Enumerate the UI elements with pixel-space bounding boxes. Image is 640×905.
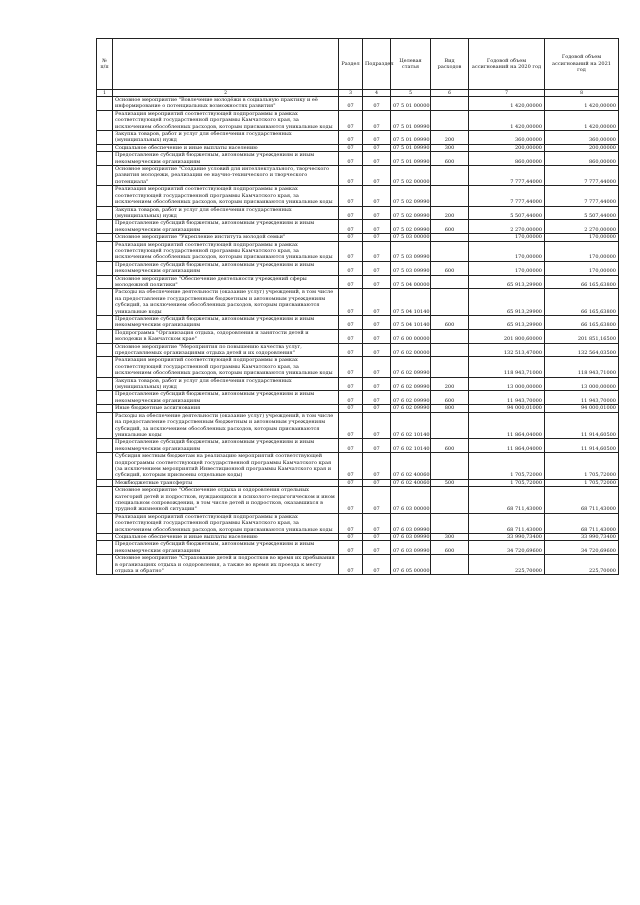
row-description: Основное мероприятие "Мероприятия по повышению качества услуг, предоставляемых организациями отдыха детей и их оздоровления"	[113, 343, 339, 357]
table-row	[97, 412, 619, 439]
row-number	[97, 357, 113, 377]
table-row	[97, 316, 619, 330]
podrazdel-cell: 07	[363, 329, 391, 343]
amount-2021-cell: 7 777,44000	[545, 166, 619, 186]
target-article-cell: 07 5 02 09990	[391, 220, 431, 234]
amount-2021-cell: 201 851,16500	[545, 329, 619, 343]
col-number: 2	[113, 90, 339, 97]
table-row	[97, 555, 619, 575]
row-description: Предоставление субсидий бюджетным, автономным учреждениям и иным некоммерческим организациям	[113, 220, 339, 234]
amount-2021-cell: 170,00000	[545, 234, 619, 241]
row-description: Предоставление субсидий бюджетным, автономным учреждениям и иным некоммерческим организациям	[113, 152, 339, 166]
row-number	[97, 412, 113, 439]
table-row	[97, 289, 619, 316]
podrazdel-cell: 07	[363, 234, 391, 241]
row-number	[97, 241, 113, 261]
razdel-cell: 07	[339, 453, 363, 480]
amount-2021-cell: 1 420,00000	[545, 97, 619, 111]
row-number	[97, 541, 113, 555]
row-description: Основное мероприятие "Вовлечение молодёжи в социальную практику и её информирование о потенциальных возможностях развития"	[113, 97, 339, 111]
podrazdel-cell: 07	[363, 97, 391, 111]
expense-type-cell	[431, 97, 469, 111]
expense-type-cell: 600	[431, 391, 469, 405]
header-2020: Годовой объем ассигнований на 2020 год	[469, 39, 545, 90]
header-num: № п/п	[97, 39, 113, 90]
amount-2020-cell: 118 943,71000	[469, 357, 545, 377]
razdel-cell: 07	[339, 329, 363, 343]
razdel-cell: 07	[339, 357, 363, 377]
col-number: 1	[97, 90, 113, 97]
podrazdel-cell: 07	[363, 487, 391, 514]
podrazdel-cell: 07	[363, 439, 391, 453]
target-article-cell: 07 6 02 09990	[391, 391, 431, 405]
target-article-cell: 07 6 02 09990	[391, 405, 431, 412]
razdel-cell: 07	[339, 234, 363, 241]
amount-2021-cell: 68 711,43000	[545, 487, 619, 514]
row-number	[97, 534, 113, 541]
target-article-cell: 07 6 03 09990	[391, 541, 431, 555]
target-article-cell: 07 6 03 09990	[391, 513, 431, 533]
amount-2020-cell: 860,00000	[469, 152, 545, 166]
row-number	[97, 234, 113, 241]
podrazdel-cell: 07	[363, 289, 391, 316]
row-description: Реализация мероприятий соответствующей подпрограммы в рамках соответствующей государственной программы Камчатского края, за исключением обособленных расходов, которым присваиваются уникальные коды	[113, 513, 339, 533]
row-description: Основное мероприятие "Укрепление института молодой семьи"	[113, 234, 339, 241]
row-number	[97, 97, 113, 111]
amount-2020-cell: 1 705,72000	[469, 453, 545, 480]
row-description: Закупка товаров, работ и услуг для обеспечения государственных (муниципальных) нужд	[113, 377, 339, 391]
amount-2020-cell: 11 864,04000	[469, 439, 545, 453]
podrazdel-cell: 07	[363, 152, 391, 166]
row-number	[97, 343, 113, 357]
amount-2020-cell: 68 711,43000	[469, 513, 545, 533]
expense-type-cell: 200	[431, 131, 469, 145]
row-description: Закупка товаров, работ и услуг для обеспечения государственных (муниципальных) нужд	[113, 131, 339, 145]
amount-2021-cell: 118 943,71000	[545, 357, 619, 377]
row-number	[97, 261, 113, 275]
amount-2020-cell: 7 777,44000	[469, 186, 545, 206]
table-row	[97, 343, 619, 357]
podrazdel-cell: 07	[363, 343, 391, 357]
row-number	[97, 186, 113, 206]
table-row	[97, 357, 619, 377]
row-description: Основное мероприятие "Обеспечение отдыха и оздоровления отдельных категорий детей и подростков, нуждающихся в психолого-педагогическом и ином специальном сопровождении, в том числе детей и подростков, оказавшихся в трудной жизненной ситуации"	[113, 487, 339, 514]
amount-2021-cell: 34 720,69600	[545, 541, 619, 555]
expense-type-cell	[431, 289, 469, 316]
amount-2021-cell: 11 943,70000	[545, 391, 619, 405]
header-vr: Вид расходов	[431, 39, 469, 90]
amount-2021-cell: 94 000,01000	[545, 405, 619, 412]
row-description: Основное мероприятие "Обеспечение деятельности учреждений сферы молодежной политики"	[113, 275, 339, 289]
amount-2021-cell: 170,00000	[545, 261, 619, 275]
table-row	[97, 275, 619, 289]
podrazdel-cell: 07	[363, 261, 391, 275]
amount-2021-cell: 66 165,63800	[545, 275, 619, 289]
row-number	[97, 275, 113, 289]
amount-2021-cell: 132 564,03500	[545, 343, 619, 357]
amount-2020-cell: 170,00000	[469, 261, 545, 275]
amount-2021-cell: 1 705,72000	[545, 479, 619, 486]
target-article-cell: 07 5 03 09990	[391, 241, 431, 261]
podrazdel-cell: 07	[363, 275, 391, 289]
expense-type-cell	[431, 275, 469, 289]
target-article-cell: 07 5 04 00000	[391, 275, 431, 289]
table-row	[97, 152, 619, 166]
expense-type-cell	[431, 453, 469, 480]
row-number	[97, 391, 113, 405]
razdel-cell: 07	[339, 289, 363, 316]
podrazdel-cell: 07	[363, 186, 391, 206]
amount-2020-cell: 1 420,00000	[469, 97, 545, 111]
row-description: Основное мероприятие "Страхование детей и подростков во время их пребывания в организациях отдыха и оздоровления, а также во время их проезда к месту отдыха и обратно"	[113, 555, 339, 575]
row-description: Закупка товаров, работ и услуг для обеспечения государственных (муниципальных) нужд	[113, 206, 339, 220]
row-number	[97, 479, 113, 486]
row-description: Межбюджетные трансферты	[113, 479, 339, 486]
razdel-cell: 07	[339, 316, 363, 330]
table-row	[97, 206, 619, 220]
podrazdel-cell: 07	[363, 391, 391, 405]
podrazdel-cell: 07	[363, 220, 391, 234]
table-row	[97, 329, 619, 343]
row-description: Предоставление субсидий бюджетным, автономным учреждениям и иным некоммерческим организациям	[113, 316, 339, 330]
row-description: Расходы на обеспечение деятельности (оказание услуг) учреждений, в том числе на предоставление государственным бюджетным и автономным учреждениям субсидий, за исключением обособленных расходов, которым присваиваются уникальные коды	[113, 289, 339, 316]
row-number	[97, 453, 113, 480]
col-number: 7	[469, 90, 545, 97]
row-number	[97, 144, 113, 151]
row-number	[97, 329, 113, 343]
row-description: Предоставление субсидий бюджетным, автономным учреждениям и иным некоммерческим организациям	[113, 261, 339, 275]
razdel-cell: 07	[339, 391, 363, 405]
amount-2020-cell: 68 711,43000	[469, 487, 545, 514]
podrazdel-cell: 07	[363, 144, 391, 151]
podrazdel-cell: 07	[363, 534, 391, 541]
table-row	[97, 513, 619, 533]
razdel-cell: 07	[339, 275, 363, 289]
expense-type-cell: 500	[431, 479, 469, 486]
expense-type-cell	[431, 329, 469, 343]
amount-2021-cell: 11 914,60500	[545, 439, 619, 453]
target-article-cell: 07 5 02 00000	[391, 166, 431, 186]
table-row	[97, 166, 619, 186]
amount-2020-cell: 2 270,00000	[469, 220, 545, 234]
table-header-row	[97, 39, 619, 90]
column-number-row	[97, 90, 619, 97]
expense-type-cell	[431, 357, 469, 377]
table-row	[97, 144, 619, 151]
table-row	[97, 479, 619, 486]
expense-type-cell: 600	[431, 152, 469, 166]
expense-type-cell: 300	[431, 534, 469, 541]
col-number: 5	[391, 90, 431, 97]
header-razdel: Раздел	[339, 39, 363, 90]
target-article-cell: 07 6 03 00000	[391, 487, 431, 514]
razdel-cell: 07	[339, 261, 363, 275]
amount-2020-cell: 33 990,73400	[469, 534, 545, 541]
razdel-cell: 07	[339, 206, 363, 220]
expense-type-cell: 600	[431, 541, 469, 555]
podrazdel-cell: 07	[363, 405, 391, 412]
table-row	[97, 487, 619, 514]
table-row	[97, 439, 619, 453]
razdel-cell: 07	[339, 479, 363, 486]
row-number	[97, 166, 113, 186]
razdel-cell: 07	[339, 220, 363, 234]
amount-2020-cell: 11 943,70000	[469, 391, 545, 405]
row-description: Предоставление субсидий бюджетным, автономным учреждениям и иным некоммерческим организациям	[113, 439, 339, 453]
expense-type-cell	[431, 412, 469, 439]
row-number	[97, 377, 113, 391]
row-description: Реализация мероприятий соответствующей подпрограммы в рамках соответствующей государственной программы Камчатского края, за исключением обособленных расходов, которым присваиваются уникальные коды	[113, 186, 339, 206]
table-row	[97, 541, 619, 555]
razdel-cell: 07	[339, 241, 363, 261]
row-number	[97, 289, 113, 316]
row-description: Расходы на обеспечение деятельности (оказание услуг) учреждений, в том числе на предоставление государственным бюджетным и автономным учреждениям субсидий, за исключением обособленных расходов, которым присваиваются уникальные коды	[113, 412, 339, 439]
amount-2021-cell: 66 165,63800	[545, 289, 619, 316]
target-article-cell: 07 6 02 10140	[391, 412, 431, 439]
table-row	[97, 391, 619, 405]
razdel-cell: 07	[339, 412, 363, 439]
target-article-cell: 07 5 01 09990	[391, 131, 431, 145]
target-article-cell: 07 5 04 10140	[391, 289, 431, 316]
amount-2020-cell: 200,00000	[469, 144, 545, 151]
podrazdel-cell: 07	[363, 206, 391, 220]
expense-type-cell	[431, 555, 469, 575]
table-row	[97, 234, 619, 241]
amount-2020-cell: 1 420,00000	[469, 110, 545, 130]
row-description: Реализация мероприятий соответствующей подпрограммы в рамках соответствующей государственной программы Камчатского края, за исключением обособленных расходов, которым присваиваются уникальные коды	[113, 357, 339, 377]
amount-2020-cell: 5 507,44000	[469, 206, 545, 220]
expense-type-cell	[431, 110, 469, 130]
razdel-cell: 07	[339, 555, 363, 575]
table-row	[97, 97, 619, 111]
amount-2021-cell: 170,00000	[545, 241, 619, 261]
row-description: Реализация мероприятий соответствующей подпрограммы в рамках соответствующей государственной программы Камчатского края, за исключением обособленных расходов, которым присваиваются уникальные коды	[113, 110, 339, 130]
budget-table	[96, 38, 619, 575]
amount-2020-cell: 201 800,60000	[469, 329, 545, 343]
expense-type-cell	[431, 487, 469, 514]
header-podrazdel: Подраздел	[363, 39, 391, 90]
amount-2021-cell: 860,00000	[545, 152, 619, 166]
razdel-cell: 07	[339, 97, 363, 111]
razdel-cell: 07	[339, 166, 363, 186]
amount-2020-cell: 7 777,44000	[469, 166, 545, 186]
razdel-cell: 07	[339, 487, 363, 514]
expense-type-cell: 600	[431, 439, 469, 453]
razdel-cell: 07	[339, 377, 363, 391]
amount-2020-cell: 132 513,47000	[469, 343, 545, 357]
podrazdel-cell: 07	[363, 166, 391, 186]
razdel-cell: 07	[339, 152, 363, 166]
expense-type-cell: 600	[431, 220, 469, 234]
amount-2021-cell: 2 270,00000	[545, 220, 619, 234]
amount-2020-cell: 65 913,29900	[469, 316, 545, 330]
table-row	[97, 241, 619, 261]
amount-2021-cell: 360,00000	[545, 131, 619, 145]
expense-type-cell	[431, 234, 469, 241]
target-article-cell: 07 6 02 40060	[391, 479, 431, 486]
razdel-cell: 07	[339, 513, 363, 533]
row-number	[97, 220, 113, 234]
podrazdel-cell: 07	[363, 412, 391, 439]
table-row	[97, 186, 619, 206]
table-row	[97, 220, 619, 234]
expense-type-cell: 300	[431, 144, 469, 151]
target-article-cell: 07 6 02 09990	[391, 357, 431, 377]
podrazdel-cell: 07	[363, 541, 391, 555]
row-number	[97, 439, 113, 453]
target-article-cell: 07 6 00 00000	[391, 329, 431, 343]
amount-2021-cell: 1 705,72000	[545, 453, 619, 480]
target-article-cell: 07 5 03 09990	[391, 261, 431, 275]
table-row	[97, 261, 619, 275]
amount-2021-cell: 33 990,73400	[545, 534, 619, 541]
razdel-cell: 07	[339, 541, 363, 555]
target-article-cell: 07 5 02 09990	[391, 206, 431, 220]
target-article-cell: 07 5 04 10140	[391, 316, 431, 330]
amount-2021-cell: 5 507,44000	[545, 206, 619, 220]
razdel-cell: 07	[339, 405, 363, 412]
row-number	[97, 131, 113, 145]
row-description: Иные бюджетные ассигнования	[113, 405, 339, 412]
expense-type-cell	[431, 166, 469, 186]
podrazdel-cell: 07	[363, 555, 391, 575]
podrazdel-cell: 07	[363, 131, 391, 145]
expense-type-cell: 600	[431, 261, 469, 275]
row-number	[97, 152, 113, 166]
razdel-cell: 07	[339, 534, 363, 541]
amount-2020-cell: 11 864,04000	[469, 412, 545, 439]
row-number	[97, 206, 113, 220]
amount-2020-cell: 225,70000	[469, 555, 545, 575]
row-number	[97, 513, 113, 533]
target-article-cell: 07 5 01 09990	[391, 152, 431, 166]
expense-type-cell: 200	[431, 377, 469, 391]
header-2021: Годовой объем ассигнований на 2021 год	[545, 39, 619, 90]
row-description: Субсидия местным бюджетам на реализацию мероприятий соответствующей подпрограммы соответствующей государственной программы Камчатского края (за исключением мероприятий Инвестиционной программы Камчатского края и субсидий, которым присвоены отдельные коды)	[113, 453, 339, 480]
target-article-cell: 07 5 01 09990	[391, 144, 431, 151]
razdel-cell: 07	[339, 110, 363, 130]
row-number	[97, 487, 113, 514]
expense-type-cell	[431, 513, 469, 533]
target-article-cell: 07 6 02 10140	[391, 439, 431, 453]
amount-2020-cell: 65 913,29900	[469, 289, 545, 316]
amount-2021-cell: 13 000,00000	[545, 377, 619, 391]
podrazdel-cell: 07	[363, 377, 391, 391]
table-row	[97, 453, 619, 480]
expense-type-cell	[431, 343, 469, 357]
target-article-cell: 07 5 01 00000	[391, 97, 431, 111]
podrazdel-cell: 07	[363, 357, 391, 377]
target-article-cell: 07 6 05 00000	[391, 555, 431, 575]
podrazdel-cell: 07	[363, 241, 391, 261]
target-article-cell: 07 5 03 00000	[391, 234, 431, 241]
podrazdel-cell: 07	[363, 110, 391, 130]
razdel-cell: 07	[339, 343, 363, 357]
razdel-cell: 07	[339, 131, 363, 145]
row-description: Реализация мероприятий соответствующей подпрограммы в рамках соответствующей государственной программы Камчатского края, за исключением обособленных расходов, которым присваиваются уникальные коды	[113, 241, 339, 261]
row-description: Подпрограмма "Организация отдыха, оздоровления и занятости детей и молодежи в Камчатском крае"	[113, 329, 339, 343]
col-number: 6	[431, 90, 469, 97]
table-row	[97, 131, 619, 145]
amount-2020-cell: 94 000,01000	[469, 405, 545, 412]
row-description: Предоставление субсидий бюджетным, автономным учреждениям и иным некоммерческим организациям	[113, 541, 339, 555]
row-description: Социальное обеспечение и иные выплаты населению	[113, 534, 339, 541]
amount-2021-cell: 225,70000	[545, 555, 619, 575]
header-csr: Целевая статья	[391, 39, 431, 90]
header-desc	[113, 39, 339, 90]
row-description: Основное мероприятие "Создание условий для интеллектуального, творческого развития молодежи, реализации ее научно-технического и творческого потенциала"	[113, 166, 339, 186]
amount-2021-cell: 66 165,63800	[545, 316, 619, 330]
razdel-cell: 07	[339, 144, 363, 151]
target-article-cell: 07 6 02 40060	[391, 453, 431, 480]
podrazdel-cell: 07	[363, 513, 391, 533]
expense-type-cell: 200	[431, 206, 469, 220]
razdel-cell: 07	[339, 186, 363, 206]
amount-2021-cell: 200,00000	[545, 144, 619, 151]
razdel-cell: 07	[339, 439, 363, 453]
amount-2021-cell: 7 777,44000	[545, 186, 619, 206]
table-row	[97, 377, 619, 391]
target-article-cell: 07 6 02 00000	[391, 343, 431, 357]
amount-2020-cell: 65 913,29900	[469, 275, 545, 289]
expense-type-cell: 800	[431, 405, 469, 412]
row-description: Предоставление субсидий бюджетным, автономным учреждениям и иным некоммерческим организациям	[113, 391, 339, 405]
row-description: Социальное обеспечение и иные выплаты населению	[113, 144, 339, 151]
table-row	[97, 110, 619, 130]
table-row	[97, 534, 619, 541]
target-article-cell: 07 5 01 09990	[391, 110, 431, 130]
col-number: 4	[363, 90, 391, 97]
amount-2020-cell: 1 705,72000	[469, 479, 545, 486]
row-number	[97, 405, 113, 412]
amount-2020-cell: 360,00000	[469, 131, 545, 145]
podrazdel-cell: 07	[363, 316, 391, 330]
amount-2020-cell: 34 720,69600	[469, 541, 545, 555]
podrazdel-cell: 07	[363, 479, 391, 486]
amount-2020-cell: 170,00000	[469, 234, 545, 241]
podrazdel-cell: 07	[363, 453, 391, 480]
amount-2020-cell: 170,00000	[469, 241, 545, 261]
target-article-cell: 07 5 02 09990	[391, 186, 431, 206]
target-article-cell: 07 6 02 09990	[391, 377, 431, 391]
col-number: 3	[339, 90, 363, 97]
amount-2021-cell: 11 914,60500	[545, 412, 619, 439]
table-row	[97, 405, 619, 412]
amount-2021-cell: 68 711,43000	[545, 513, 619, 533]
row-number	[97, 110, 113, 130]
amount-2021-cell: 1 420,00000	[545, 110, 619, 130]
expense-type-cell	[431, 241, 469, 261]
row-number	[97, 316, 113, 330]
amount-2020-cell: 13 000,00000	[469, 377, 545, 391]
col-number: 8	[545, 90, 619, 97]
expense-type-cell	[431, 186, 469, 206]
expense-type-cell: 600	[431, 316, 469, 330]
row-number	[97, 555, 113, 575]
target-article-cell: 07 6 03 09990	[391, 534, 431, 541]
